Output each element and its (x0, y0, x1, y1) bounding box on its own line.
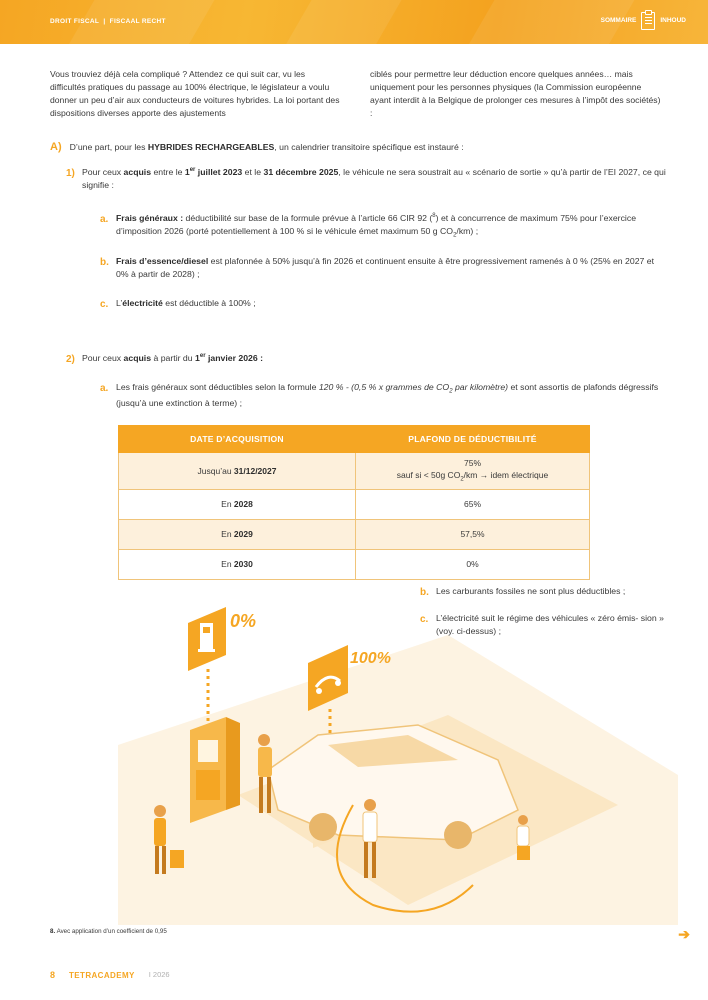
header-banner (0, 0, 708, 44)
sommaire-link[interactable]: SOMMAIRE (600, 17, 637, 25)
fuel-pump-icon (198, 623, 215, 652)
table-cell-ceiling: 75% sauf si < 50g $CO_2/km$ → idem électrique (356, 453, 590, 490)
clipboard-icon[interactable] (641, 12, 655, 30)
fuel-pump (190, 717, 240, 823)
table-row (119, 453, 590, 490)
table-row (119, 490, 590, 520)
ev-percentage-label: 100% (350, 650, 391, 667)
header-section-title: DROIT FISCAL | FISCAAL RECHT (50, 18, 166, 25)
section-a-heading: A) D’une part, pour les HYBRIDES RECHARGEABLES, un calendrier transitoire spécifique est instauré : (50, 141, 464, 153)
table-cell-date: Jusqu’au 31/12/2027 (119, 453, 356, 490)
inhoud-link[interactable]: INHOUD (660, 17, 686, 25)
table-header-row (119, 426, 590, 453)
deductibility-table (118, 425, 590, 580)
point-1-a: a. Frais généraux : déductibilité sur base de la formule prévue à l’article 66 CIR 92 ($^8$) et à concurrence de maximum 75% pour l’exercice d’imposition 2026 (porté potentiellement à 100 % si le véhicule émet maximum 50 g $CO_2/km$) ; (100, 213, 637, 240)
table-cell-ceiling: 65% (356, 490, 590, 520)
point-1: 1) Pour ceux acquis entre le 1er juillet 2023 et le 31 décembre 2025, le véhicule ne sera soustrait au « scénario de sortie » qu’à partir de l’EI 2027, ce qui signifie : (66, 167, 666, 191)
header-date: DATE D’ACQUISITION (119, 426, 356, 453)
tetracademy-logo: TETRACADEMY (69, 970, 135, 980)
charging-station-illustration (118, 595, 678, 925)
page-number: 8 (50, 970, 56, 980)
point-2: 2) Pour ceux acquis à partir du 1er janvier 2026 : (66, 353, 264, 365)
fuel-percentage-label: 0% (230, 611, 257, 631)
table-cell-ceiling: 0% (356, 550, 590, 580)
next-page-arrow-icon[interactable]: ➔ (678, 926, 690, 942)
header-ceiling: PLAFOND DE DÉDUCTIBILITÉ (356, 426, 590, 453)
table-row (119, 550, 590, 580)
point-1-b: b. Frais d’essence/diesel est plafonnée à 50% jusqu’à fin 2026 et continuent ensuite à être progressivement ramenés à 0 % (25% en 2027 et 0% à partir de 2028) ; (100, 256, 655, 280)
table-cell-date: En 2028 (119, 490, 356, 520)
point-2-c: c. L’électricité suit le régime des véhicules « zéro émis- sion » (voy. ci-dessus) ; (420, 613, 664, 637)
page-footer (50, 969, 170, 982)
point-2-b: b. Les carburants fossiles ne sont plus déductibles ; (420, 586, 626, 598)
table-cell-date: En 2029 (119, 520, 356, 550)
toc-link[interactable] (601, 12, 686, 30)
edition-year: I 2026 (148, 970, 170, 980)
table-cell-date: En 2030 (119, 550, 356, 580)
point-1-c: c. L’électricité est déductible à 100% ; (100, 298, 256, 310)
table-row (119, 520, 590, 550)
table-cell-ceiling: 57,5% (356, 520, 590, 550)
intro-left-column: Vous trouviez déjà cela compliqué ? Attendez ce qui suit car, vu les difficultés pratiques du passage au 100% électrique, le législateur a voulu donner un peu d’air aux conducteurs de voitures hybrides. La loi portant des dispositions diverses apporte des ajustements (50, 69, 340, 118)
footnote: 8. Avec application d’un coefficient de 0,95 (50, 928, 167, 935)
point-2-a: a. Les frais généraux sont déductibles selon la formule 120 % - (0,5 % x grammes de $CO_2$ par kilomètre) et sont assortis de plafonds dégressifs (jusqu’à une extinction à terme) ; (100, 382, 659, 409)
intro-right-column: ciblés pour permettre leur déduction encore quelques années… mais uniquement pour les personnes physiques (la Commission européenne ayant interdit à la Belgique de prolonger ces mesures à l’impôt des sociétés) : (370, 69, 661, 118)
